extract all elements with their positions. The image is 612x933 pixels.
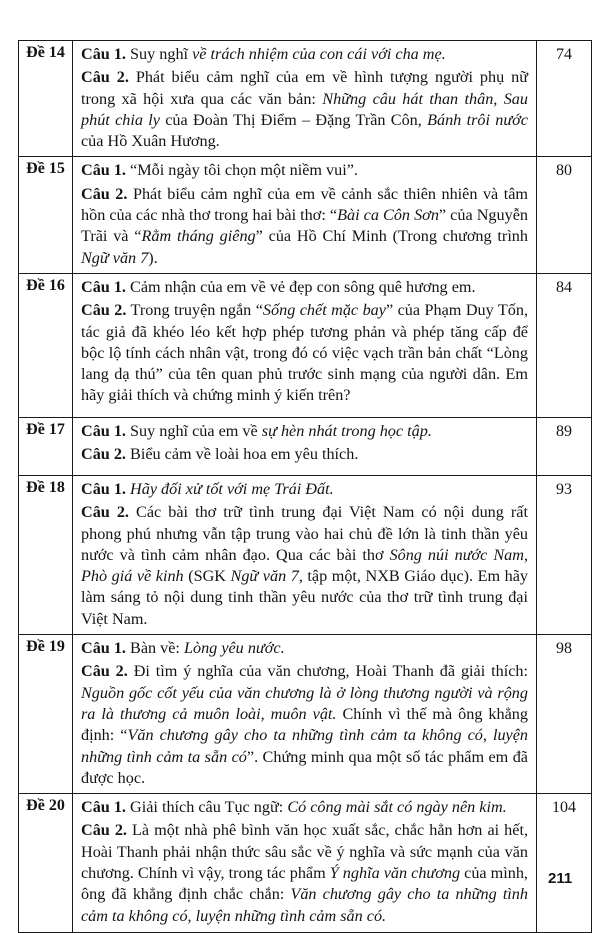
- question-item: [81, 444, 528, 465]
- question-italic-text: Ngữ văn 7: [81, 248, 149, 267]
- question-italic-text: Sống chết mặc bay: [262, 301, 386, 320]
- question-text: ” của Hồ Chí Minh (Trong chương trình: [255, 227, 528, 246]
- question-item: [81, 184, 528, 269]
- question-italic-text: Sông núi nước Nam, Phò giá về kinh: [81, 545, 528, 586]
- question-italic-text: Bánh trôi nước: [427, 110, 528, 129]
- question-italic-text: Văn chương gây cho ta những tình cảm ta không có, luyện những tình cảm sẵn có.: [81, 885, 528, 925]
- question-number: Câu 1.: [81, 277, 126, 296]
- question-text: của mình, ông đã khẳng định chắc chắn:: [81, 864, 528, 904]
- question-text: Cảm nhận của em về vẻ đẹp con sông quê hương em.: [125, 277, 476, 296]
- exam-label: Đề 14: [19, 41, 73, 157]
- question-italic-text: Nguồn gốc cốt yếu của văn chương là ở lòng thương người và rộng ra là thương cả muôn loài, muôn vật.: [81, 683, 528, 723]
- table-row: [19, 794, 592, 933]
- question-item: [81, 502, 528, 630]
- question-item: [81, 661, 528, 789]
- exam-questions: [73, 273, 537, 417]
- question-number: Câu 1.: [81, 421, 126, 440]
- exam-label: Đề 16: [19, 273, 73, 417]
- question-text: Các bài thơ trữ tình trung đại Việt Nam có nội dung rất phong phú nhưng vẫn tập trung vào hai chủ đề lớn là tinh thần yêu nước và tình cảm nhân đạo. Qua các bài thơ: [81, 503, 528, 564]
- question-text: (SGK: [183, 567, 231, 586]
- question-item: [81, 300, 528, 406]
- question-text: của Đoàn Thị Điểm – Đặng Trần Côn,: [159, 110, 428, 129]
- exam-questions: [73, 794, 537, 933]
- question-italic-text: Rằm tháng giêng: [141, 227, 256, 246]
- page-ref: 98: [537, 635, 592, 794]
- table-row: [19, 273, 592, 417]
- question-text: , tập một, NXB Giáo dục). Em hãy làm sáng tỏ nội dung tinh thần yêu nước của thơ trữ tình trung đại Việt Nam.: [81, 567, 529, 628]
- question-text: Giải thích câu Tục ngữ:: [125, 798, 288, 817]
- exam-questions: [73, 417, 537, 475]
- question-text: ” của Phạm Duy Tốn, tác giả đã khéo léo kết hợp phép tương phản và phép tăng cấp để bộc lộ tính cách nhân vật, trong đó có việc vạch trần bản chất “Lòng lang dạ thú” của tên quan phủ trước sinh mạng của người dân. Em hãy giải thích và chứng minh ý kiến trên?: [81, 301, 528, 405]
- question-item: [81, 277, 528, 298]
- exam-label: Đề 17: [19, 417, 73, 475]
- question-italic-text: Những câu hát than thân, Sau phút chia ly: [81, 89, 528, 129]
- question-number: Câu 1.: [81, 798, 126, 817]
- question-text: Bàn về:: [125, 639, 184, 658]
- page-ref: 80: [537, 157, 592, 273]
- question-italic-text: Hãy đối xử tốt với mẹ Trái Đất.: [130, 479, 334, 498]
- page-ref: 89: [537, 417, 592, 475]
- question-italic-text: Văn chương gây cho ta những tình cảm ta không có, luyện những tình cảm ta sẵn có: [81, 726, 529, 766]
- question-number: Câu 2.: [81, 503, 129, 522]
- question-number: Câu 2.: [81, 662, 128, 681]
- question-number: Câu 2.: [81, 184, 128, 203]
- question-number: Câu 1.: [81, 161, 126, 180]
- question-text: Phát biểu cảm nghĩ của em về hình tượng người phụ nữ trong xã hội xưa qua các văn bản:: [81, 68, 528, 108]
- question-italic-text: sự hèn nhát trong học tập.: [261, 421, 432, 440]
- exam-label: Đề 19: [19, 635, 73, 794]
- question-number: Câu 2.: [81, 301, 127, 320]
- exam-questions: [73, 635, 537, 794]
- question-italic-text: Có công mài sắt có ngày nên kim.: [287, 798, 507, 817]
- exam-questions: [73, 157, 537, 273]
- question-text: ”. Chứng minh qua một số tác phẩm em đã được học.: [81, 747, 528, 787]
- question-text: Là một nhà phê bình văn học xuất sắc, chắc hẳn hơn ai hết, Hoài Thanh phải nhận thức sâu sắc về ý nghĩa và sức mạnh của văn chương. Chính vì vậy, trong tác phẩm: [81, 821, 528, 883]
- question-text: Trong truyện ngắn “: [126, 301, 263, 320]
- question-text: ).: [148, 248, 158, 267]
- table-row: [19, 475, 592, 634]
- exam-label: Đề 20: [19, 794, 73, 933]
- question-italic-text: Bài ca Côn Sơn: [337, 206, 439, 225]
- question-number: Câu 1.: [81, 45, 126, 63]
- question-item: [81, 44, 528, 65]
- page-number: 211: [548, 870, 573, 887]
- question-italic-text: Ý nghĩa văn chương: [329, 864, 461, 883]
- exam-questions: [73, 475, 537, 634]
- exam-questions: [73, 41, 537, 157]
- question-text: Đi tìm ý nghĩa của văn chương, Hoài Thanh đã giải thích:: [127, 662, 528, 681]
- question-text: Biểu cảm về loài hoa em yêu thích.: [125, 445, 359, 464]
- question-text: Suy nghĩ: [125, 45, 193, 63]
- question-text: Phát biểu cảm nghĩ của em về cảnh sắc thiên nhiên và tâm hồn của các nhà thơ trong hai bài thơ: “: [81, 184, 528, 225]
- question-item: [81, 160, 528, 181]
- question-italic-text: Ngữ văn 7: [230, 567, 299, 586]
- exam-label: Đề 18: [19, 475, 73, 634]
- question-item: [81, 820, 528, 926]
- question-item: [81, 67, 528, 152]
- page-ref: 104: [537, 794, 592, 933]
- table-row: [19, 635, 592, 794]
- table-row: [19, 41, 592, 157]
- question-number: Câu 2.: [81, 821, 127, 840]
- question-item: [81, 797, 528, 818]
- exam-label: Đề 15: [19, 157, 73, 273]
- question-text: Chính vì thế mà ông khẳng định: “: [81, 704, 528, 745]
- question-italic-text: Lòng yêu nước.: [183, 639, 285, 658]
- exam-contents-table: [18, 40, 592, 933]
- page-ref: 93: [537, 475, 592, 634]
- question-text: của Hồ Xuân Hương.: [81, 132, 220, 151]
- question-text: ” của Nguyễn Trãi và “: [81, 206, 528, 246]
- question-text: “Mỗi ngày tôi chọn một niềm vui”.: [125, 161, 358, 180]
- table-row: [19, 157, 592, 273]
- question-item: [81, 421, 528, 442]
- question-number: Câu 1.: [81, 639, 126, 658]
- question-item: [81, 479, 528, 500]
- question-text: Suy nghĩ của em về: [125, 421, 262, 440]
- question-number: Câu 2.: [81, 445, 126, 464]
- table-row: [19, 417, 592, 475]
- question-number: Câu 2.: [81, 68, 129, 87]
- question-italic-text: về trách nhiệm của con cái với cha mẹ.: [192, 45, 446, 63]
- question-item: [81, 638, 528, 659]
- question-number: Câu 1.: [81, 479, 126, 498]
- page-ref: 74: [537, 41, 592, 157]
- page-ref: 84: [537, 273, 592, 417]
